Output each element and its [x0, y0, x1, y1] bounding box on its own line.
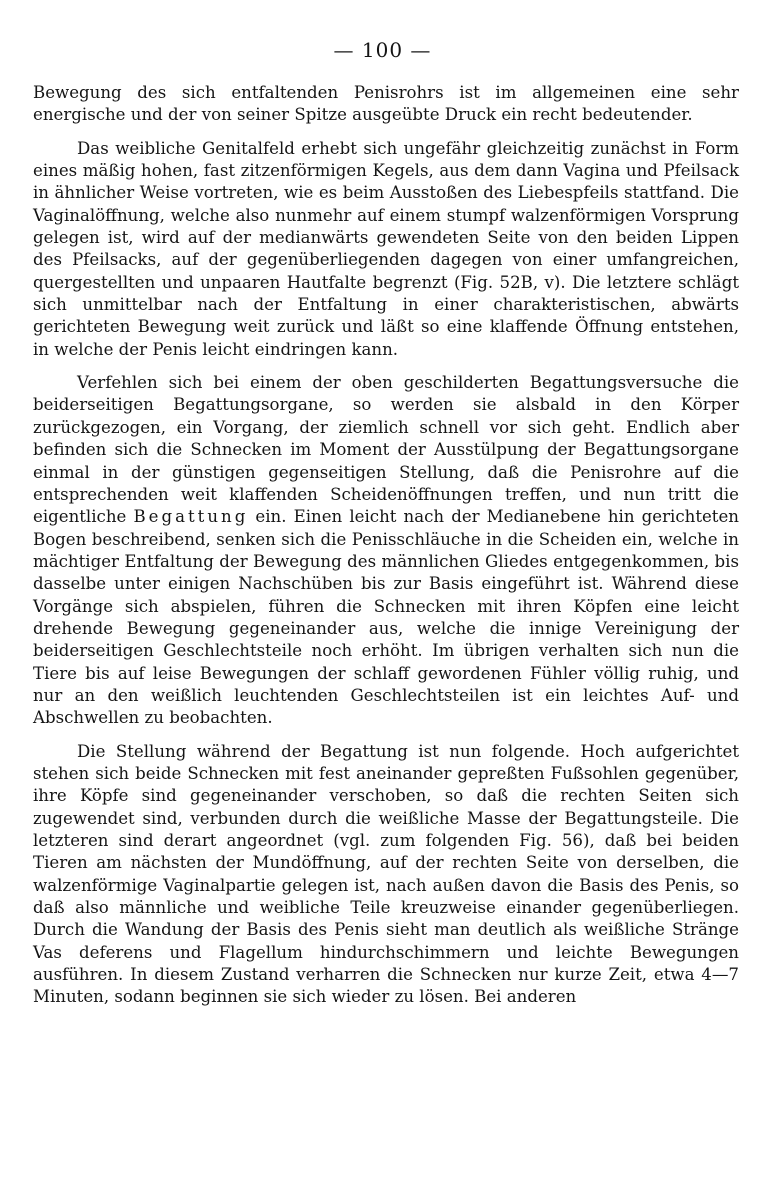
- paragraph-2: Das weibliche Genitalfeld erhebt sich ungefähr gleichzeitig zunächst in Form eines mäßig hohen, fast zitzenförmigen Kegels, aus dem dann Vagina und Pfeilsack in ähnlicher Weise vortreten, wie es beim Ausstoßen des Liebespfeils stattfand. Die Vaginalöffnung, welche also nunmehr auf einem stumpf walzenförmigen Vorsprung gelegen ist, wird auf der medianwärts gewendeten Seite von den beiden Lippen des Pfeilsacks, auf der gegenüberliegenden dagegen von einer umfangreichen, quergestellten und unpaaren Hautfalte begrenzt (Fig. 52B, v). Die letztere schlägt sich unmittelbar nach der Entfaltung in einer charakteristischen, abwärts gerichteten Bewegung weit zurück und läßt so eine klaffende Öffnung entstehen, in welche der Penis leicht eindringen kann.: [33, 138, 739, 359]
- paragraph-3: [33, 372, 739, 730]
- paragraph-3-text-after: ein. Einen leicht nach der Medianebene hin gerichteten Bogen beschreibend, senken sich die Penisschläuche in die Scheiden ein, welche in mächtiger Entfaltung der Bewegung des männlichen Gliedes entgegenkommen, bis dasselbe unter einigen Nachschüben bis zur Basis eingeführt ist. Während diese Vorgänge sich abspielen, führen die Schnecken mit ihren Köpfen eine leicht drehende Bewegung gegeneinander aus, welche die innige Vereinigung der beiderseitigen Geschlechtsteile noch erhöht. Im übrigen verhalten sich nun die Tiere bis auf leise Bewegungen der schlaff gewordenen Fühler völlig ruhig, und nur an den weißlich leuchtenden Geschlechtsteilen ist ein leichtes Auf- und Abschwellen zu beobachten.: [33, 507, 739, 728]
- page-number: — 100 —: [333, 38, 432, 62]
- emphasis-begattung: Begattung: [133, 507, 249, 527]
- paragraph-3-text-before: Verfehlen sich bei einem der oben geschilderten Begattungsversuche die beiderseitigen Begattungsorgane, so werden sie alsbald in den Körper zurückgezogen, ein Vorgang, der ziemlich schnell vor sich geht. Endlich aber befinden sich die Schnecken im Moment der Ausstülpung der Begattungsorgane einmal in der günstigen gegenseitigen Stellung, daß die Penisrohre auf die entsprechenden weit klaffenden Scheidenöffnungen treffen, und nun tritt die eigentliche: [33, 373, 739, 527]
- paragraph-1: Bewegung des sich entfaltenden Penisrohrs ist im allgemeinen eine sehr energische und der von seiner Spitze ausgeübte Druck ein recht bedeutender.: [33, 83, 739, 125]
- paragraph-4: Die Stellung während der Begattung ist nun folgende. Hoch aufgerichtet stehen sich beide Schnecken mit fest aneinander gepreßten Fußsohlen gegenüber, ihre Köpfe sind gegeneinander verschoben, so daß die rechten Seiten sich zugewendet sind, verbunden durch die weißliche Masse der Begattungsteile. Die letzteren sind derart angeordnet (vgl. zum folgenden Fig. 56), daß bei beiden Tieren am nächsten der Mundöffnung, auf der rechten Seite von derselben, die walzenförmige Vaginalpartie gelegen ist, nach außen davon die Basis des Penis, so daß also männliche und weibliche Teile kreuzweise einander gegenüberliegen. Durch die Wandung der Basis des Penis sieht man deutlich als weißliche Stränge Vas deferens und Flagellum hindurchschimmern und leichte Bewegungen ausführen. In diesem Zustand verharren die Schnecken nur kurze Zeit, etwa 4—7 Minuten, sodann beginnen sie sich wieder zu lösen. Bei anderen: [33, 741, 739, 1007]
- body-text: [33, 82, 739, 1009]
